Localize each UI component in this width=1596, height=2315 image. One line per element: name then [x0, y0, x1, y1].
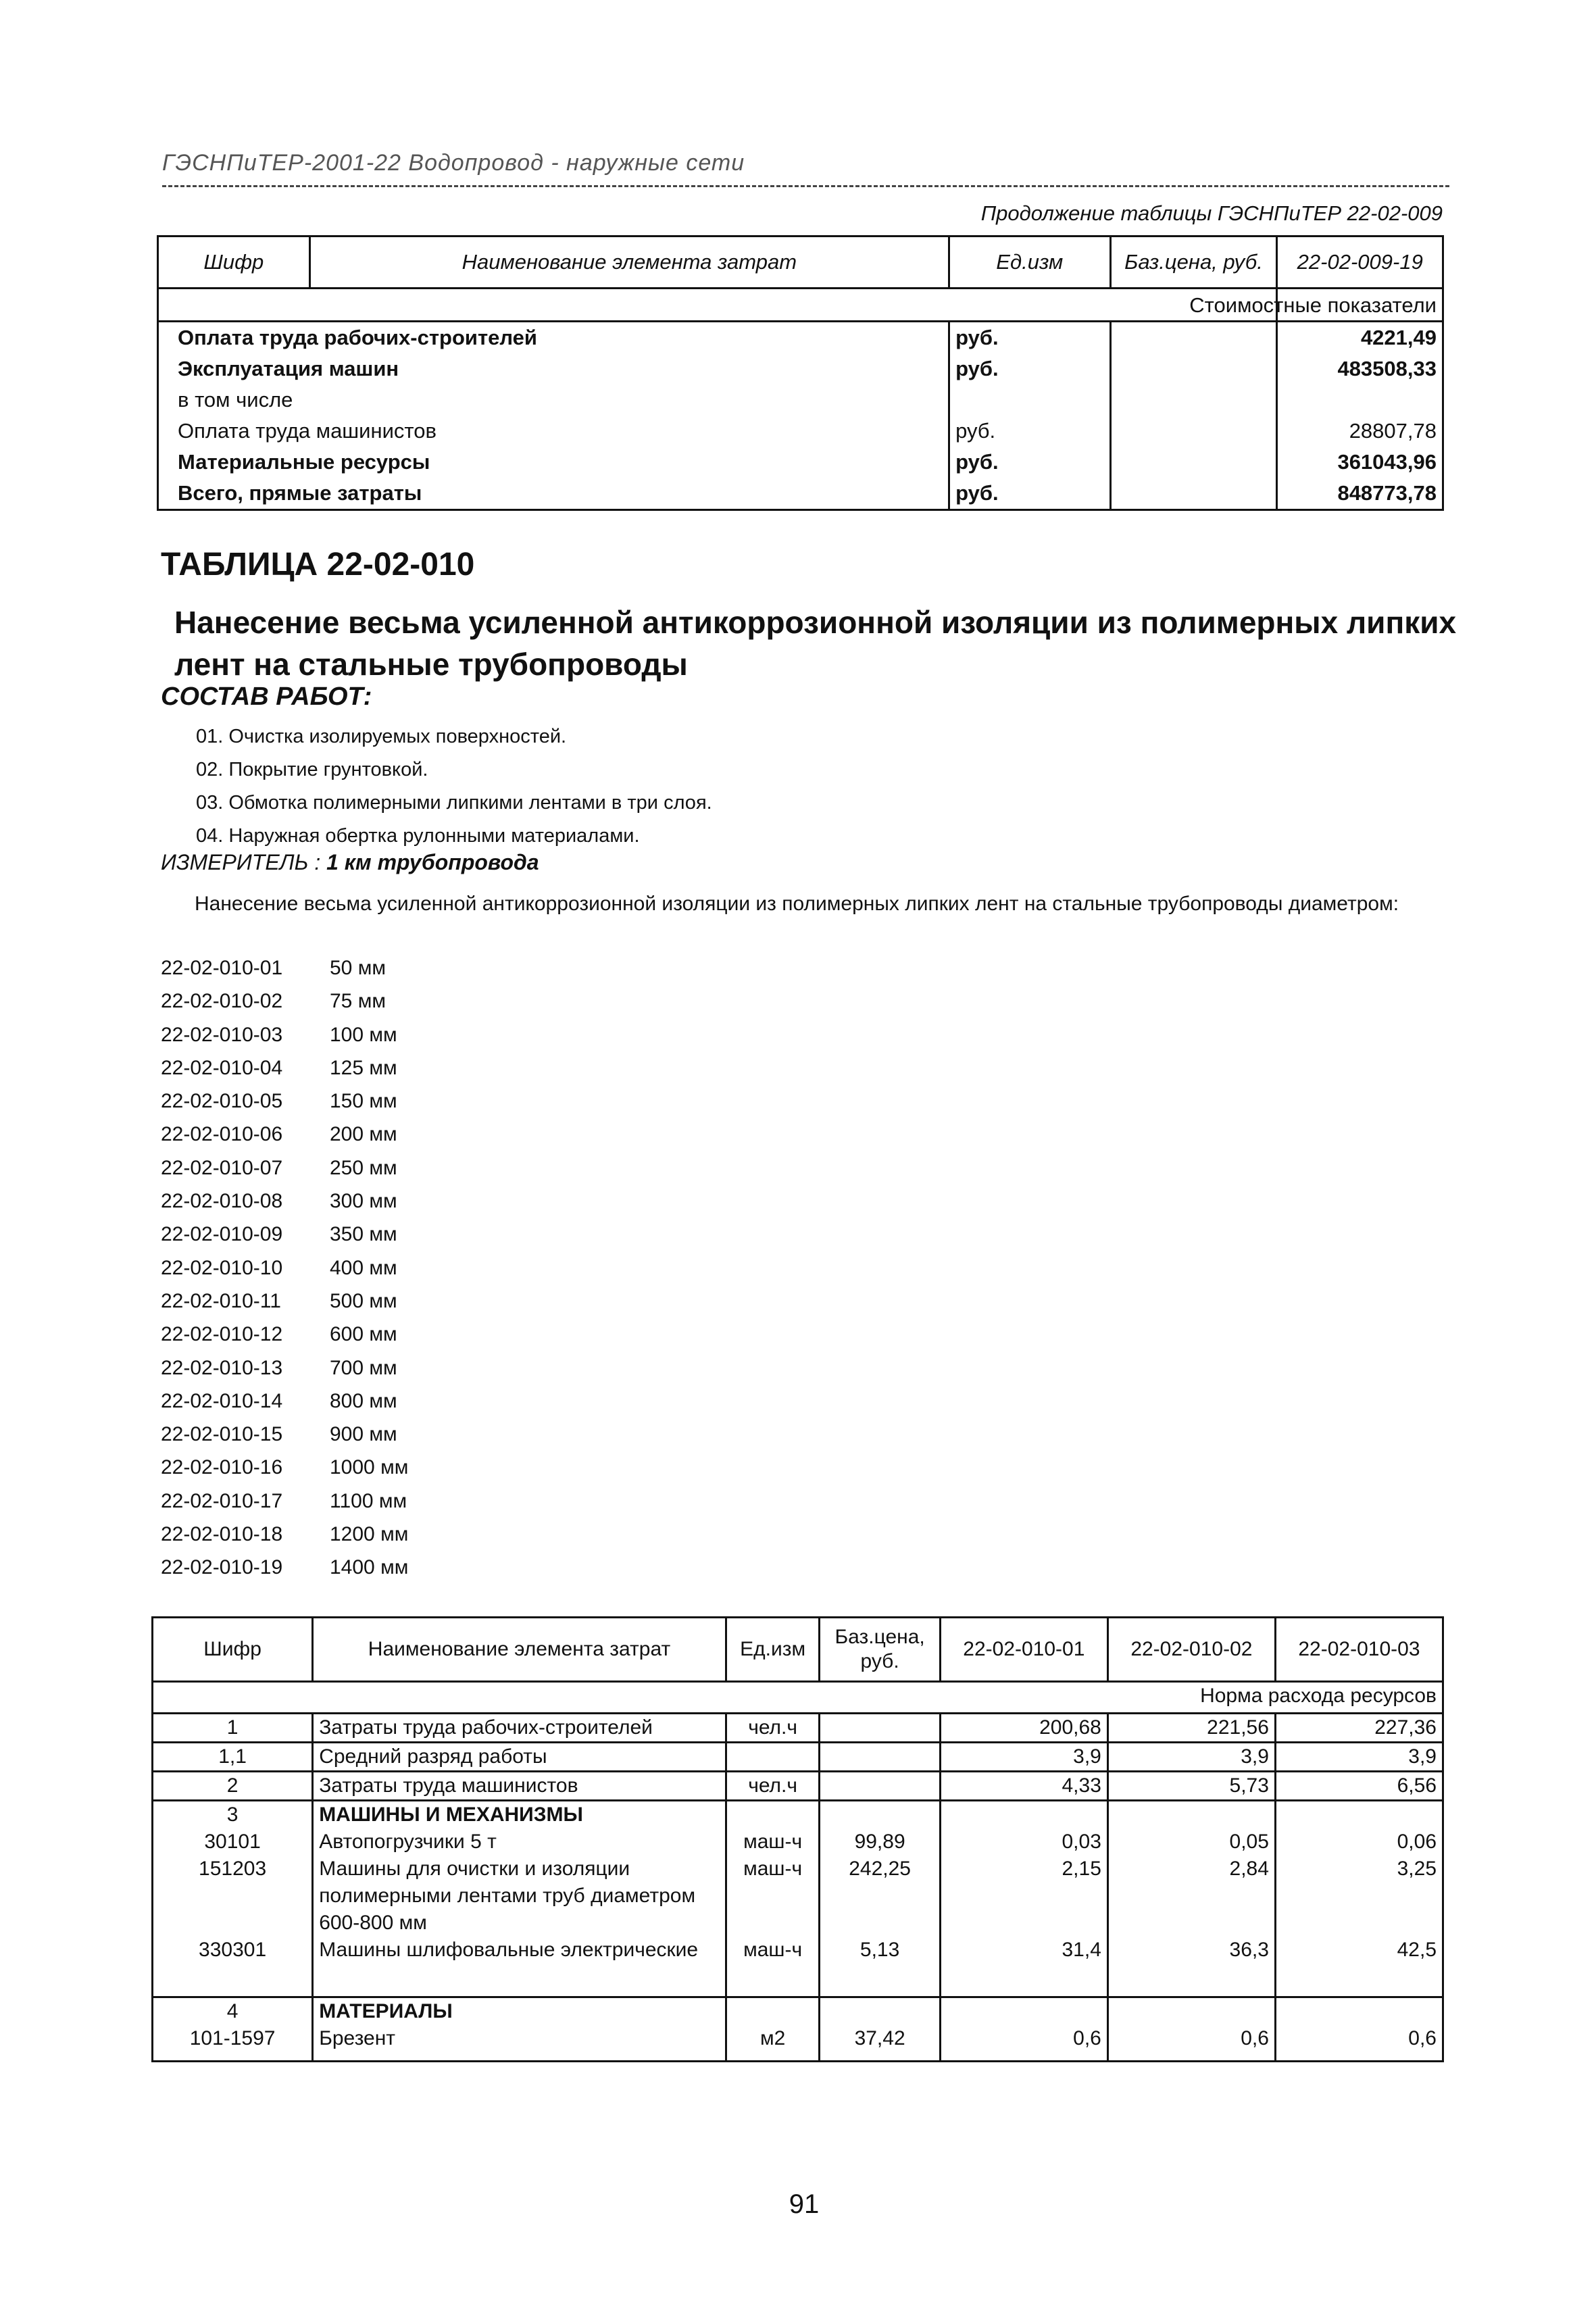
- subheader-label: Норма расхода ресурсов: [153, 1682, 1443, 1714]
- row-value: [1277, 384, 1443, 416]
- table-row: [153, 1801, 1443, 1829]
- row-unit: чел.ч: [726, 1714, 820, 1743]
- running-header: ГЭСНПиТЕР-2001-22 Водопровод - наружные сети: [162, 150, 1449, 187]
- table-header-row: [158, 237, 1443, 289]
- column-header-unit: Ед.изм: [726, 1618, 820, 1682]
- row-v2: 36,3: [1107, 1937, 1275, 1997]
- row-code: 1,1: [153, 1743, 313, 1772]
- code: 22-02-010-09: [161, 1223, 283, 1246]
- row-code: 4: [153, 1997, 313, 2026]
- row-v2: 2,84: [1107, 1856, 1275, 1937]
- size: 125 мм: [330, 1056, 397, 1079]
- column-header-code: Шифр: [153, 1618, 313, 1682]
- row-v2: [1107, 1997, 1275, 2026]
- row-unit: маш-ч: [726, 1828, 820, 1856]
- row-price: [820, 1997, 940, 2026]
- row-v1: 2,15: [940, 1856, 1107, 1937]
- subheader-text: Стоимостные показатели: [1189, 293, 1437, 317]
- table-row: [153, 1714, 1443, 1743]
- row-v3: [1275, 1801, 1443, 1829]
- row-price: [820, 1801, 940, 1829]
- column-header-price: Баз.цена, руб.: [820, 1618, 940, 1682]
- list-item: [161, 1451, 408, 1484]
- row-value: 483508,33: [1277, 353, 1443, 384]
- row-value: 28807,78: [1277, 416, 1443, 447]
- code: 22-02-010-04: [161, 1056, 283, 1079]
- row-unit: чел.ч: [726, 1772, 820, 1801]
- code: 22-02-010-10: [161, 1256, 283, 1279]
- work-item: 04. Наружная обертка рулонными материалами.: [196, 825, 640, 847]
- table-row: [158, 353, 1443, 384]
- code: 22-02-010-12: [161, 1323, 283, 1346]
- size: 400 мм: [330, 1256, 397, 1279]
- row-name: Машины шлифовальные электрические: [313, 1937, 726, 1997]
- code: 22-02-010-13: [161, 1356, 283, 1379]
- table-row: [153, 2025, 1443, 2062]
- row-v3: 6,56: [1275, 1772, 1443, 1801]
- size: 1400 мм: [330, 1556, 409, 1579]
- row-value: 361043,96: [1277, 447, 1443, 478]
- code: 22-02-010-03: [161, 1023, 283, 1046]
- measure-label: ИЗМЕРИТЕЛЬ :: [161, 850, 321, 874]
- row-value: 4221,49: [1277, 322, 1443, 354]
- size: 1200 мм: [330, 1523, 409, 1546]
- row-v1: [940, 1997, 1107, 2026]
- row-unit: руб.: [949, 353, 1110, 384]
- size: 900 мм: [330, 1423, 397, 1446]
- column-header-price: Баз.цена, руб.: [1110, 237, 1277, 289]
- column-header-v3: 22-02-010-03: [1275, 1618, 1443, 1682]
- row-v2: 0,05: [1107, 1828, 1275, 1856]
- code: 22-02-010-05: [161, 1090, 283, 1113]
- size: 200 мм: [330, 1123, 397, 1146]
- list-item: [161, 1018, 408, 1051]
- size: 100 мм: [330, 1023, 397, 1046]
- row-v2: 3,9: [1107, 1743, 1275, 1772]
- row-name: МАТЕРИАЛЫ: [313, 1997, 726, 2026]
- table-row: [158, 447, 1443, 478]
- row-v3: 0,06: [1275, 1828, 1443, 1856]
- row-name: Всего, прямые затраты: [158, 478, 949, 510]
- size: 1100 мм: [330, 1489, 407, 1512]
- size: 500 мм: [330, 1289, 397, 1312]
- subheader-row: [158, 289, 1443, 322]
- size: 300 мм: [330, 1190, 397, 1213]
- column-header-name: Наименование элемента затрат: [309, 237, 949, 289]
- row-unit: [726, 1997, 820, 2026]
- row-code: 101-1597: [153, 2025, 313, 2062]
- row-price: [1110, 447, 1277, 478]
- code: 22-02-010-01: [161, 957, 283, 979]
- work-item: 02. Покрытие грунтовкой.: [196, 759, 428, 780]
- size: 150 мм: [330, 1090, 397, 1113]
- column-header-unit: Ед.изм: [949, 237, 1110, 289]
- row-v1: 0,6: [940, 2025, 1107, 2062]
- table-row: [158, 322, 1443, 354]
- row-unit: руб.: [949, 416, 1110, 447]
- table-row: [158, 384, 1443, 416]
- table-title: ТАБЛИЦА 22-02-010: [161, 547, 475, 582]
- row-code: 30101: [153, 1828, 313, 1856]
- code: 22-02-010-11: [161, 1289, 281, 1312]
- measure-value: 1 км трубопровода: [326, 850, 539, 874]
- row-v2: 5,73: [1107, 1772, 1275, 1801]
- work-item: 03. Обмотка полимерными липкими лентами в три слоя.: [196, 792, 712, 814]
- work-item: 01. Очистка изолируемых поверхностей.: [196, 726, 567, 747]
- row-unit: маш-ч: [726, 1856, 820, 1937]
- size: 700 мм: [330, 1356, 397, 1379]
- row-v2: 0,6: [1107, 2025, 1275, 2062]
- row-price: [820, 1743, 940, 1772]
- list-item: [161, 1318, 408, 1351]
- code: 22-02-010-14: [161, 1389, 283, 1412]
- list-item: [161, 1551, 408, 1584]
- row-code: 1: [153, 1714, 313, 1743]
- list-item: [161, 1418, 408, 1451]
- list-item: [161, 1251, 408, 1285]
- row-v1: 4,33: [940, 1772, 1107, 1801]
- sostav-label: СОСТАВ РАБОТ:: [161, 682, 372, 711]
- row-price: [820, 1714, 940, 1743]
- row-name: Эксплуатация машин: [158, 353, 949, 384]
- row-v1: 200,68: [940, 1714, 1107, 1743]
- table-row: [158, 478, 1443, 510]
- list-item: [161, 1051, 408, 1085]
- row-code: 151203: [153, 1856, 313, 1937]
- size: 600 мм: [330, 1323, 397, 1346]
- measure-line: [161, 850, 539, 875]
- table-row: [158, 416, 1443, 447]
- table-header-row: [153, 1618, 1443, 1682]
- size: 1000 мм: [330, 1456, 409, 1479]
- row-unit: руб.: [949, 447, 1110, 478]
- row-name: Оплата труда машинистов: [158, 416, 949, 447]
- size: 800 мм: [330, 1389, 397, 1412]
- subheader-row: [153, 1682, 1443, 1714]
- list-item: [161, 1185, 408, 1218]
- code: 22-02-010-16: [161, 1456, 283, 1479]
- row-unit: маш-ч: [726, 1937, 820, 1997]
- row-name: Машины для очистки и изоляции полимерными лентами труб диаметром 600-800 мм: [313, 1856, 726, 1937]
- row-price: [1110, 478, 1277, 510]
- work-title: Нанесение весьма усиленной антикоррозионной изоляции из полимерных липких лент на стальные трубопроводы: [174, 605, 1457, 682]
- size: 250 мм: [330, 1156, 397, 1179]
- code: 22-02-010-18: [161, 1523, 283, 1546]
- continuation-table: [157, 235, 1444, 511]
- row-v1: 31,4: [940, 1937, 1107, 1997]
- row-unit: руб.: [949, 322, 1110, 354]
- page-number: 91: [789, 2189, 820, 2219]
- row-name: Материальные ресурсы: [158, 447, 949, 478]
- code: 22-02-010-02: [161, 990, 283, 1013]
- row-price: 37,42: [820, 2025, 940, 2062]
- list-item: [161, 1351, 408, 1385]
- row-name: Автопогрузчики 5 т: [313, 1828, 726, 1856]
- list-item: [161, 1151, 408, 1185]
- list-item: [161, 1385, 408, 1418]
- row-price: 5,13: [820, 1937, 940, 1997]
- row-price: 242,25: [820, 1856, 940, 1937]
- row-name: Затраты труда рабочих-строителей: [313, 1714, 726, 1743]
- list-item: [161, 985, 408, 1018]
- row-code: 330301: [153, 1937, 313, 1997]
- row-code: 2: [153, 1772, 313, 1801]
- table-row: [153, 1856, 1443, 1937]
- works-list: [196, 720, 712, 853]
- list-item: [161, 951, 408, 985]
- row-v1: [940, 1801, 1107, 1829]
- list-item: [161, 1218, 408, 1251]
- list-item: [161, 1518, 408, 1551]
- row-unit: м2: [726, 2025, 820, 2062]
- row-v1: 3,9: [940, 1743, 1107, 1772]
- subheader-label: [1189, 289, 1443, 322]
- list-item: [161, 1085, 408, 1118]
- list-item: [161, 1118, 408, 1151]
- row-v2: [1107, 1801, 1275, 1829]
- code: 22-02-010-17: [161, 1489, 283, 1512]
- row-name: Средний разряд работы: [313, 1743, 726, 1772]
- table-row: [153, 1828, 1443, 1856]
- size: 350 мм: [330, 1223, 397, 1246]
- code: 22-02-010-08: [161, 1190, 283, 1213]
- row-v3: 227,36: [1275, 1714, 1443, 1743]
- list-item: [161, 1485, 408, 1518]
- row-unit: [726, 1801, 820, 1829]
- row-price: [1110, 322, 1277, 354]
- size: 75 мм: [330, 990, 386, 1013]
- code: 22-02-010-07: [161, 1156, 283, 1179]
- code: 22-02-010-15: [161, 1423, 283, 1446]
- row-v3: [1275, 1997, 1443, 2026]
- row-unit: руб.: [949, 478, 1110, 510]
- row-v1: 0,03: [940, 1828, 1107, 1856]
- code: 22-02-010-19: [161, 1556, 283, 1579]
- row-name: Оплата труда рабочих-строителей: [158, 322, 949, 354]
- row-price: [1110, 416, 1277, 447]
- row-name: в том числе: [158, 384, 949, 416]
- row-code: 3: [153, 1801, 313, 1829]
- row-name: МАШИНЫ И МЕХАНИЗМЫ: [313, 1801, 726, 1829]
- column-header-v2: 22-02-010-02: [1107, 1618, 1275, 1682]
- row-v3: 42,5: [1275, 1937, 1443, 1997]
- codes-list: [161, 951, 408, 1585]
- column-header-v1: 22-02-010-01: [940, 1618, 1107, 1682]
- column-header-name: Наименование элемента затрат: [313, 1618, 726, 1682]
- size: 50 мм: [330, 957, 386, 979]
- row-price: [1110, 384, 1277, 416]
- row-unit: [949, 384, 1110, 416]
- row-value: 848773,78: [1277, 478, 1443, 510]
- continuation-caption: Продолжение таблицы ГЭСНПиТЕР 22-02-009: [980, 201, 1443, 225]
- row-price: [820, 1772, 940, 1801]
- code: 22-02-010-06: [161, 1123, 283, 1146]
- list-item: [161, 1285, 408, 1318]
- row-v2: 221,56: [1107, 1714, 1275, 1743]
- row-name: Брезент: [313, 2025, 726, 2062]
- row-v3: 0,6: [1275, 2025, 1443, 2062]
- table-row: [153, 1743, 1443, 1772]
- row-unit: [726, 1743, 820, 1772]
- intro-text: Нанесение весьма усиленной антикоррозионной изоляции из полимерных липких лент на стальные трубопроводы диаметром:: [195, 893, 1399, 915]
- table-row: [153, 1997, 1443, 2026]
- column-header-value: 22-02-009-19: [1277, 237, 1443, 289]
- resources-table: [151, 1616, 1444, 2062]
- row-v3: 3,9: [1275, 1743, 1443, 1772]
- table-row: [153, 1937, 1443, 1997]
- column-header-code: Шифр: [158, 237, 310, 289]
- row-name: Затраты труда машинистов: [313, 1772, 726, 1801]
- row-price: [1110, 353, 1277, 384]
- row-v3: 3,25: [1275, 1856, 1443, 1937]
- row-price: 99,89: [820, 1828, 940, 1856]
- table-row: [153, 1772, 1443, 1801]
